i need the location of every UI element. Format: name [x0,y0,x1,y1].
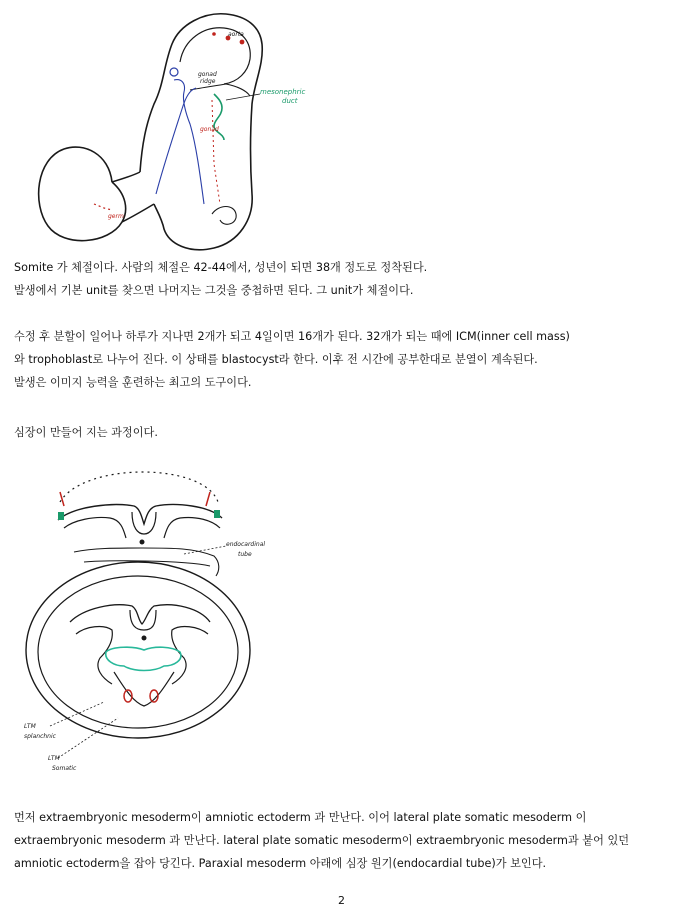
red-dot [212,32,216,36]
label-endocardinal: endocardinal [226,541,266,548]
label-tube: tube [238,551,252,558]
mesonephric-pointer [226,94,260,100]
lower-left-fold [76,627,112,684]
dotted-arc [60,472,218,502]
tail-coil [212,207,236,225]
splanchnic-pointer [50,702,104,726]
somatic-pointer [58,718,118,758]
label-ltm-2: LTM [48,755,60,762]
text-line: 수정 후 분할이 일어나 하루가 지나면 2개가 되고 4일이면 16개가 된다. 32개가 되는 때에 ICM(inner cell mass) [14,330,570,343]
notochord-dot-lower [142,636,147,641]
outer-ring [26,562,250,738]
vessel-ring [170,68,178,76]
lower-neural-tube [130,610,156,630]
mesonephric-duct [214,94,224,140]
paragraph-cleavage [14,325,669,394]
label-gonad: gonad [200,126,219,133]
page-number: 2 [338,894,345,907]
label-germ: germ [108,213,124,220]
label-gonad-ridge-2: ridge [200,78,216,85]
embryo-sketch-figure [14,4,314,252]
green-endocardial-tube [106,647,181,670]
text-line: 와 trophoblast로 나누어 진다. 이 상태를 blastocyst라 한다. 이후 전 시간에 공부한대로 분열이 계속된다. [14,353,538,366]
red-arrow-right [206,492,210,506]
text-line: 발생에서 기본 unit를 찾으면 나머지는 그것을 중첩하면 된다. 그 unit가 체절이다. [14,284,414,297]
label-gonad-ridge-1: gonad [198,71,217,78]
green-mark-right [214,510,220,518]
upper-mesoderm [64,517,220,538]
label-splanchnic: splanchnic [24,733,56,740]
notochord-dot [140,540,145,545]
cross-section-figure [14,462,286,780]
paragraph-somite [14,256,669,302]
label-mesonephric: mesonephric [260,88,306,96]
label-aorta: aorta [228,31,244,38]
text-line: 심장이 만들어 지는 과정이다. [14,426,158,439]
lower-gut-outline [114,672,174,706]
paragraph-heart-intro [14,421,669,444]
text-line: extraembryonic mesoderm 과 만난다. lateral plate somatic mesoderm이 extraembryonic mesoderm과 붙어 있던 [14,834,630,847]
germ-dots [94,204,112,210]
label-ltm-1: LTM [24,723,36,730]
inner-body-line [190,84,250,96]
paragraph-mesoderm [14,806,669,875]
lower-right-fold [172,627,208,684]
text-line: Somite 가 체절이다. 사람의 체절은 42-44에서, 성년이 되면 38개 정도로 정착된다. [14,261,428,274]
lower-ectoderm [70,605,210,624]
green-mark-left [58,512,64,520]
red-arrow-left [60,492,64,506]
text-line: 발생은 이미지 능력을 훈련하는 최고의 도구이다. [14,376,252,389]
red-dot [240,40,245,45]
label-somatic: Somatic [52,765,77,772]
label-duct: duct [282,97,298,105]
gut-line [156,88,196,194]
text-line: 먼저 extraembryonic mesoderm이 amniotic ectoderm 과 만난다. 이어 lateral plate somatic mesoderm 이 [14,811,587,824]
yolk-sac [39,147,126,241]
upper-ectoderm [58,505,222,525]
blue-vessel [174,80,204,204]
text-line: amniotic ectoderm을 잡아 당긴다. Paraxial mesoderm 아래에 심장 원기(endocardial tube)가 보인다. [14,857,547,870]
inner-ring [38,576,238,728]
